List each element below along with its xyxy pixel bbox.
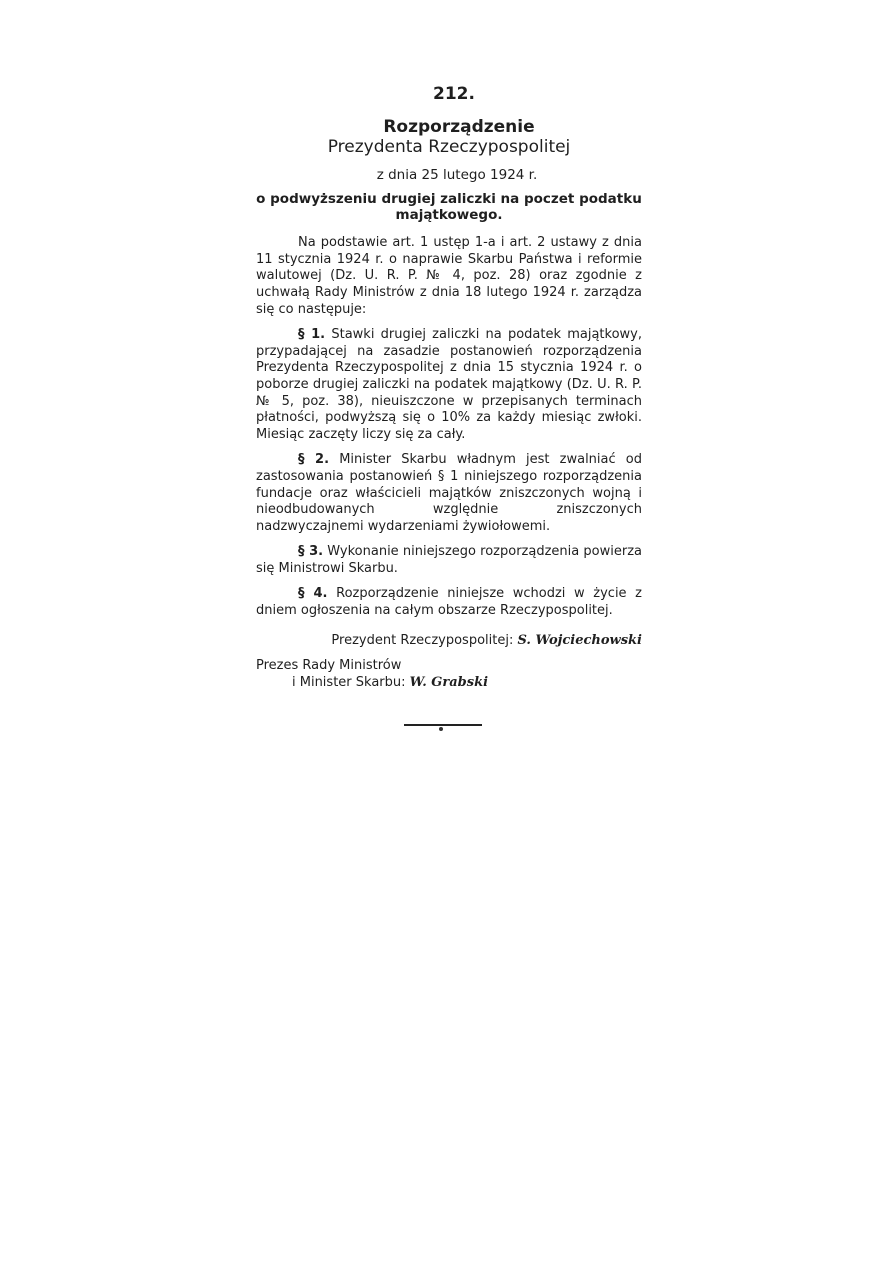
signature-label: i Minister Skarbu: (292, 674, 406, 690)
section-text: Minister Skarbu władnym jest zwalniać od zastosowania postanowień § 1 niniejszego rozporządzenia fundacje oraz właścicieli majątków zniszczonych wojną i nieodbudowanych względnie zniszczonych nadzwyczajnemi wydarzeniami żywiołowemi. (256, 452, 642, 534)
title-line2: Prezydenta Rzeczypospolitej (327, 136, 571, 157)
closing-mark (439, 727, 443, 731)
page-number: 212. (433, 84, 475, 104)
decree-subject: o podwyższeniu drugiej zaliczki na poczet podatku majątkowego. (256, 191, 642, 224)
document-page (256, 86, 642, 731)
section-text: Stawki drugiej zaliczki na podatek majątkowy, przypadającej na zasadzie postanowień rozporządzenia Prezydenta Rzeczypospolitej z dnia 15 stycznia 1924 r. o poborze drugiej zaliczki na podatek majątkowy (Dz. U. R. P. № 5, poz. 38), nieuiszczone w przepisanych terminach płatności, podwyższą się o 10% za każdy miesiąc zwłoki. Miesiąc zaczęty liczy się za cały. (256, 327, 643, 442)
section-text: Rozporządzenie niniejsze wchodzi w życie z dniem ogłoszenia na całym obszarze Rzeczypospolitej. (256, 586, 642, 619)
preamble: Na podstawie art. 1 ustęp 1-a i art. 2 ustawy z dnia 11 stycznia 1924 r. o naprawie Skarbu Państwa i reformie walutowej (Dz. U. R. P. № 4, poz. 28) oraz zgodnie z uchwałą Rady Ministrów z dnia 18 lutego 1924 r. zarządza się co następuje: (256, 235, 642, 317)
signature-name: W. Grabski (409, 674, 489, 690)
section-2 (256, 452, 642, 535)
section-1 (256, 327, 642, 443)
section-3 (256, 544, 642, 577)
closing-rule (404, 724, 482, 726)
section-text: Wykonanie niniejszego rozporządzenia powierza się Ministrowi Skarbu. (256, 544, 643, 576)
title-line1: Rozporządzenie (383, 116, 535, 137)
section-label: § 3. (298, 544, 324, 560)
prime-minister-signature (292, 675, 642, 692)
decree-date: z dnia 25 lutego 1924 r. (376, 166, 538, 183)
section-label: § 2. (298, 452, 330, 468)
signature-name: S. Wojciechowski (517, 632, 642, 648)
signature-label: Prezydent Rzeczypospolitej: (331, 632, 514, 648)
section-label: § 1. (298, 327, 326, 343)
prime-minister-title: Prezes Rady Ministrów (256, 658, 402, 674)
section-label: § 4. (298, 586, 328, 602)
section-4 (256, 586, 642, 619)
president-signature (256, 633, 642, 650)
